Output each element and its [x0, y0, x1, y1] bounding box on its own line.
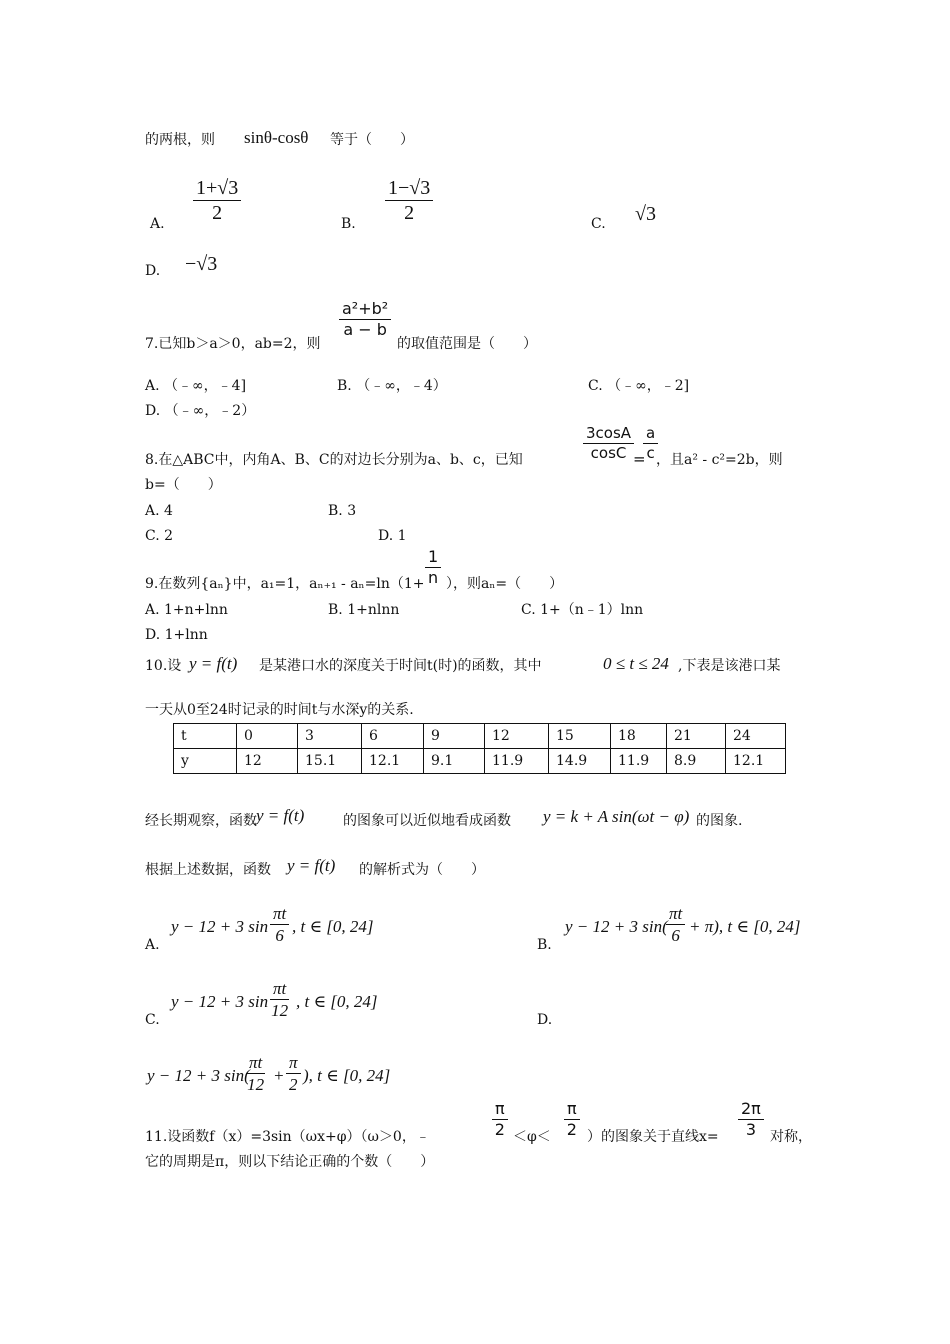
q7-option-c: C. （﹣∞，﹣2]: [588, 378, 690, 394]
q11-fraction-1-den: 2: [494, 1120, 505, 1139]
q6-option-d-label: D.: [145, 263, 161, 279]
table-cell: 3: [298, 724, 362, 749]
q10-option-c-label: C.: [145, 1012, 160, 1028]
q8-stem-line2: b=（ ）: [145, 477, 222, 493]
q10-option-d-plus: +: [273, 1066, 285, 1085]
q10-option-d-num1: πt: [249, 1053, 263, 1072]
q10-observe-post: 的图象.: [696, 813, 743, 829]
q10-model: y = k + A sin(ωt − φ): [543, 807, 690, 826]
q8-fraction-cos-den: cosC: [590, 444, 627, 462]
q10-option-d-post: ), t ∈ [0, 24]: [303, 1066, 391, 1085]
table-cell: t: [174, 724, 237, 749]
q10-option-a-post: , t ∈ [0, 24]: [292, 917, 374, 936]
q9-option-b: B. 1+nlnn: [328, 602, 400, 618]
q10-observe-function: y = f(t): [256, 806, 305, 825]
depth-table: [173, 723, 786, 774]
q10-option-c-fraction: [270, 980, 289, 1019]
q11-fraction-3-num: 2π: [741, 1099, 761, 1118]
q7-option-a: A. （﹣∞，﹣4]: [145, 378, 247, 394]
q11-fraction-1: [492, 1101, 508, 1138]
table-row-y: [174, 749, 786, 774]
q10-option-b-fraction: [666, 905, 685, 944]
q7-stem-post: 的取值范围是（ ）: [397, 336, 537, 352]
table-cell: 8.9: [667, 749, 726, 774]
q8-option-b: B. 3: [328, 503, 357, 519]
q8-equals: =: [633, 450, 646, 468]
q11-fraction-1-num: π: [495, 1099, 505, 1118]
q10-ask-function: y = f(t): [287, 856, 336, 875]
q7-fraction-den: a − b: [343, 320, 387, 339]
q7-option-b: B. （﹣∞，﹣4）: [337, 378, 447, 394]
q10-ask-post: 的解析式为（ ）: [359, 862, 485, 878]
q8-fraction-cos-num: 3cosA: [586, 424, 632, 442]
q10-stem-post: ,下表是该港口某: [678, 658, 781, 674]
q6-option-b-fraction: [385, 178, 433, 223]
q10-option-d-den2: 2: [289, 1075, 298, 1094]
q9-option-c: C. 1+（n﹣1）lnn: [521, 602, 644, 618]
table-cell: 15.1: [298, 749, 362, 774]
q10-function: y = f(t): [189, 654, 238, 673]
q6-option-d-value: −√3: [185, 253, 218, 275]
table-cell: 21: [667, 724, 726, 749]
q9-stem-post: ），则aₙ=（ ）: [446, 576, 564, 592]
q10-option-d-den1: 12: [247, 1075, 265, 1094]
table-cell: 11.9: [485, 749, 549, 774]
table-cell: 14.9: [549, 749, 611, 774]
q8-fraction-ac-num: a: [646, 424, 656, 442]
q8-fraction-cos: [583, 426, 634, 461]
q10-option-c-post: , t ∈ [0, 24]: [296, 992, 378, 1011]
q6-option-c-label: C.: [591, 216, 606, 232]
q11-fraction-3-den: 3: [745, 1120, 756, 1139]
q10-option-b-num: πt: [669, 904, 683, 923]
q6-option-c-value: √3: [635, 203, 656, 225]
table-cell: 6: [362, 724, 424, 749]
q10-option-d-label: D.: [537, 1012, 553, 1028]
q10-option-d-num2: π: [289, 1053, 298, 1072]
q10-option-d-fraction-1: [246, 1054, 265, 1093]
q6-option-a-fraction: [193, 178, 241, 223]
q10-stem-line2: 一天从0至24时记录的时间t与水深y的关系.: [145, 702, 414, 718]
q6-option-b-den: 2: [404, 202, 415, 224]
q10-option-b-pre: y − 12 + 3 sin(: [565, 917, 668, 936]
q10-option-c-den: 12: [271, 1001, 289, 1020]
q9-fraction-num: 1: [428, 547, 439, 566]
q11-stem-post: 对称，: [770, 1129, 812, 1145]
table-cell: y: [174, 749, 237, 774]
q8-option-d: D. 1: [378, 528, 407, 544]
q9-stem: 9.在数列{aₙ}中，a₁=1，aₙ₊₁ - aₙ=ln（1+: [145, 576, 425, 592]
q11-stem-pre: 11.设函数f（x）=3sin（ωx+φ）（ω＞0，﹣: [145, 1129, 430, 1145]
q7-stem-pre: 7.已知b＞a＞0，ab=2，则: [145, 336, 321, 352]
q11-fraction-2-num: π: [567, 1099, 577, 1118]
q9-option-a: A. 1+n+lnn: [145, 602, 228, 618]
q10-option-b-den: 6: [671, 926, 680, 945]
table-cell: 24: [726, 724, 786, 749]
q10-option-a-den: 6: [275, 926, 284, 945]
q11-fraction-2: [564, 1101, 580, 1138]
q9-fraction-den: n: [428, 568, 439, 587]
q10-option-c-num: πt: [273, 979, 287, 998]
table-cell: 9.1: [424, 749, 485, 774]
q6-option-a-label: A.: [150, 216, 165, 232]
q6-option-b-num: 1−√3: [388, 177, 431, 199]
q10-option-b-post: + π), t ∈ [0, 24]: [689, 917, 801, 936]
table-row-t: [174, 724, 786, 749]
table-cell: 15: [549, 724, 611, 749]
q9-option-d: D. 1+lnn: [145, 627, 208, 643]
q6-option-b-label: B.: [341, 216, 356, 232]
q6-option-a-den: 2: [212, 202, 223, 224]
q7-fraction: [339, 301, 391, 338]
q6-option-a-num: 1+√3: [196, 177, 239, 199]
q7-option-d: D. （﹣∞，﹣2）: [145, 403, 256, 419]
q7-fraction-num: a²+b²: [342, 299, 389, 318]
q10-stem-mid: 是某港口水的深度关于时间t(时)的函数，其中: [259, 658, 542, 674]
table-cell: 12.1: [726, 749, 786, 774]
table-cell: 0: [237, 724, 298, 749]
q11-fraction-2-den: 2: [566, 1120, 577, 1139]
table-cell: 18: [611, 724, 667, 749]
q11-stem-mid: ）的图象关于直线x=: [587, 1129, 719, 1145]
q10-option-a-fraction: [270, 905, 289, 944]
q8-option-a: A. 4: [145, 503, 173, 519]
table-cell: 9: [424, 724, 485, 749]
q10-option-b-label: B.: [537, 937, 552, 953]
q10-option-a-num: πt: [273, 904, 287, 923]
q9-fraction: [425, 549, 441, 586]
table-cell: 12: [485, 724, 549, 749]
q11-stem-line2: 它的周期是π，则以下结论正确的个数（ ）: [145, 1154, 435, 1170]
q8-fraction-ac-den: c: [646, 444, 655, 462]
q6-stem-post: 等于（ ）: [330, 132, 414, 148]
q10-observe-pre: 经长期观察，函数: [145, 813, 257, 829]
table-cell: 11.9: [611, 749, 667, 774]
q11-fraction-3: [738, 1101, 764, 1138]
q10-option-c-pre: y − 12 + 3 sin: [171, 992, 269, 1011]
q8-stem-pre: 8.在△ABC中，内角A、B、C的对边长分别为a、b、c，已知: [145, 452, 523, 468]
q6-expr: sinθ-cosθ: [244, 128, 309, 147]
q6-stem-pre: 的两根，则: [145, 132, 215, 148]
q8-stem-post: ，且a² - c²=2b，则: [656, 452, 783, 468]
q10-option-a-label: A.: [145, 937, 160, 953]
table-cell: 12.1: [362, 749, 424, 774]
q10-option-d-pre: y − 12 + 3 sin(: [147, 1066, 250, 1085]
q8-option-c: C. 2: [145, 528, 174, 544]
q10-option-a-pre: y − 12 + 3 sin: [171, 917, 269, 936]
q11-inequality: ＜φ＜: [513, 1129, 551, 1145]
q10-ask-pre: 根据上述数据，函数: [145, 862, 271, 878]
q10-range: 0 ≤ t ≤ 24: [603, 654, 669, 673]
table-cell: 12: [237, 749, 298, 774]
q10-observe-mid: 的图象可以近似地看成函数: [343, 813, 511, 829]
q10-stem-pre: 10.设: [145, 658, 182, 674]
q10-option-d-fraction-2: [286, 1054, 301, 1093]
